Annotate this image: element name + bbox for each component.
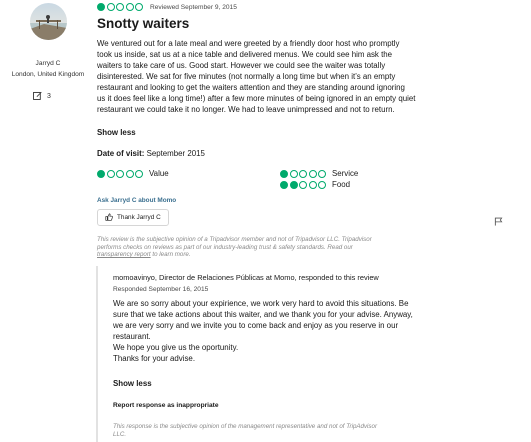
review-title[interactable]: Snotty waiters (97, 16, 190, 31)
response-date: Responded September 16, 2015 (113, 286, 209, 293)
bubble-empty (126, 3, 134, 11)
disclaimer-line-3 (97, 251, 493, 259)
disclaimer-line: This response is the subjective opinion of the management representative and not of TripAdvisor (113, 423, 378, 430)
disclaimer-tail: to learn more. (150, 251, 191, 258)
sub-rating-value (97, 169, 169, 178)
contributions-value: 3 (47, 93, 51, 100)
text-line: We ventured out for a late meal and were greeted by a friendly door host who promptly (97, 39, 400, 48)
bubble-filled (280, 170, 288, 178)
bubble-rating (97, 170, 143, 178)
thank-label: Thank Jarryd C (117, 214, 161, 221)
text-line: restaurant and looking to get the waiters attention and they are standing around ignoring (97, 83, 405, 92)
response-header: momoavinyo, Director de Relaciones Públicas at Momo, responded to this review (113, 273, 379, 282)
bubble-rating (280, 170, 326, 178)
text-line: we are very sorry and we invite you to come back and enjoy as you reserve in our (113, 321, 399, 330)
bubble-rating (280, 181, 326, 189)
response-disclaimer (113, 423, 491, 438)
ask-reviewer-link[interactable]: Ask Jarryd C about Momo (97, 197, 177, 204)
disclaimer-line: This review is the subjective opinion of a Tripadvisor member and not of Tripadvisor LLC. Tripadvisor (97, 236, 372, 243)
text-line: Thanks for your advise. (113, 354, 196, 363)
text-line: We hope you give us the oportunity. (113, 343, 239, 352)
contributions-count (33, 91, 51, 102)
review-disclaimer (97, 236, 493, 259)
bubble-empty (107, 170, 115, 178)
sub-rating-food (280, 180, 350, 189)
review-body (97, 38, 489, 115)
response-body (113, 298, 493, 364)
bubble-empty (126, 170, 134, 178)
sub-rating-label: Service (332, 169, 359, 178)
text-line: We are so sorry about your expirience, we work very hard to avoid this situations. Be (113, 299, 409, 308)
date-of-visit (97, 149, 205, 158)
review-show-less[interactable]: Show less (97, 128, 136, 137)
text-line: us it does feel like a long time!) after a few more minutes of being ignored in an empty quiet (97, 94, 416, 103)
bubble-filled (97, 170, 105, 178)
sub-rating-label: Value (149, 169, 169, 178)
bubble-empty (309, 170, 317, 178)
flag-icon[interactable] (494, 213, 503, 231)
thumbs-up-icon (105, 213, 113, 223)
bubble-empty (318, 170, 326, 178)
text-line: took us inside, sat us at a nice table and delivered menus. We could see him ask the (97, 50, 393, 59)
reviewer-name[interactable]: Jarryd C (35, 60, 61, 67)
sub-rating-label: Food (332, 180, 350, 189)
response-show-less[interactable]: Show less (113, 379, 152, 388)
visit-value: September 2015 (146, 149, 205, 158)
edit-square-icon (33, 91, 42, 102)
avatar[interactable] (30, 3, 67, 40)
report-response-link[interactable]: Report response as inappropriate (113, 402, 219, 409)
text-line: sure that we take actions about this waiter, and we thank you for your advise. Anyway, (113, 310, 413, 319)
sub-rating-service (280, 169, 358, 178)
transparency-report-link[interactable]: transparency report (97, 251, 151, 258)
bubble-empty (135, 170, 143, 178)
review-date: Reviewed September 9, 2015 (150, 3, 237, 11)
text-line: waiters to take care of us. Good start. However we could see the waiter was totally (97, 61, 386, 70)
bubble-filled (290, 181, 298, 189)
disclaimer-line: LLC. (113, 430, 127, 438)
reviewer-location: London, United Kingdom (11, 71, 85, 78)
bubble-empty (135, 3, 143, 11)
thank-reviewer-button[interactable] (97, 209, 169, 226)
bubble-empty (309, 181, 317, 189)
bubble-empty (116, 3, 124, 11)
text-line: restaurant we could take it no longer. We had to leave unimpressed and not to return. (97, 105, 395, 114)
bubble-empty (299, 170, 307, 178)
disclaimer-line: performs checks on reviews as part of our industry-leading trust & safety standards. Read our (97, 243, 353, 251)
bubble-rating (97, 3, 143, 11)
bubble-empty (116, 170, 124, 178)
bubble-empty (318, 181, 326, 189)
bubble-empty (290, 170, 298, 178)
bubble-empty (299, 181, 307, 189)
bubble-filled (97, 3, 105, 11)
bubble-empty (107, 3, 115, 11)
bubble-filled (280, 181, 288, 189)
text-line: restaurant. (113, 332, 151, 341)
visit-label: Date of visit: (97, 149, 145, 158)
text-line: disinterested. We sat for five minutes (not normally a long time but when it’s an empty (97, 72, 396, 81)
review-rating-row (97, 3, 237, 11)
